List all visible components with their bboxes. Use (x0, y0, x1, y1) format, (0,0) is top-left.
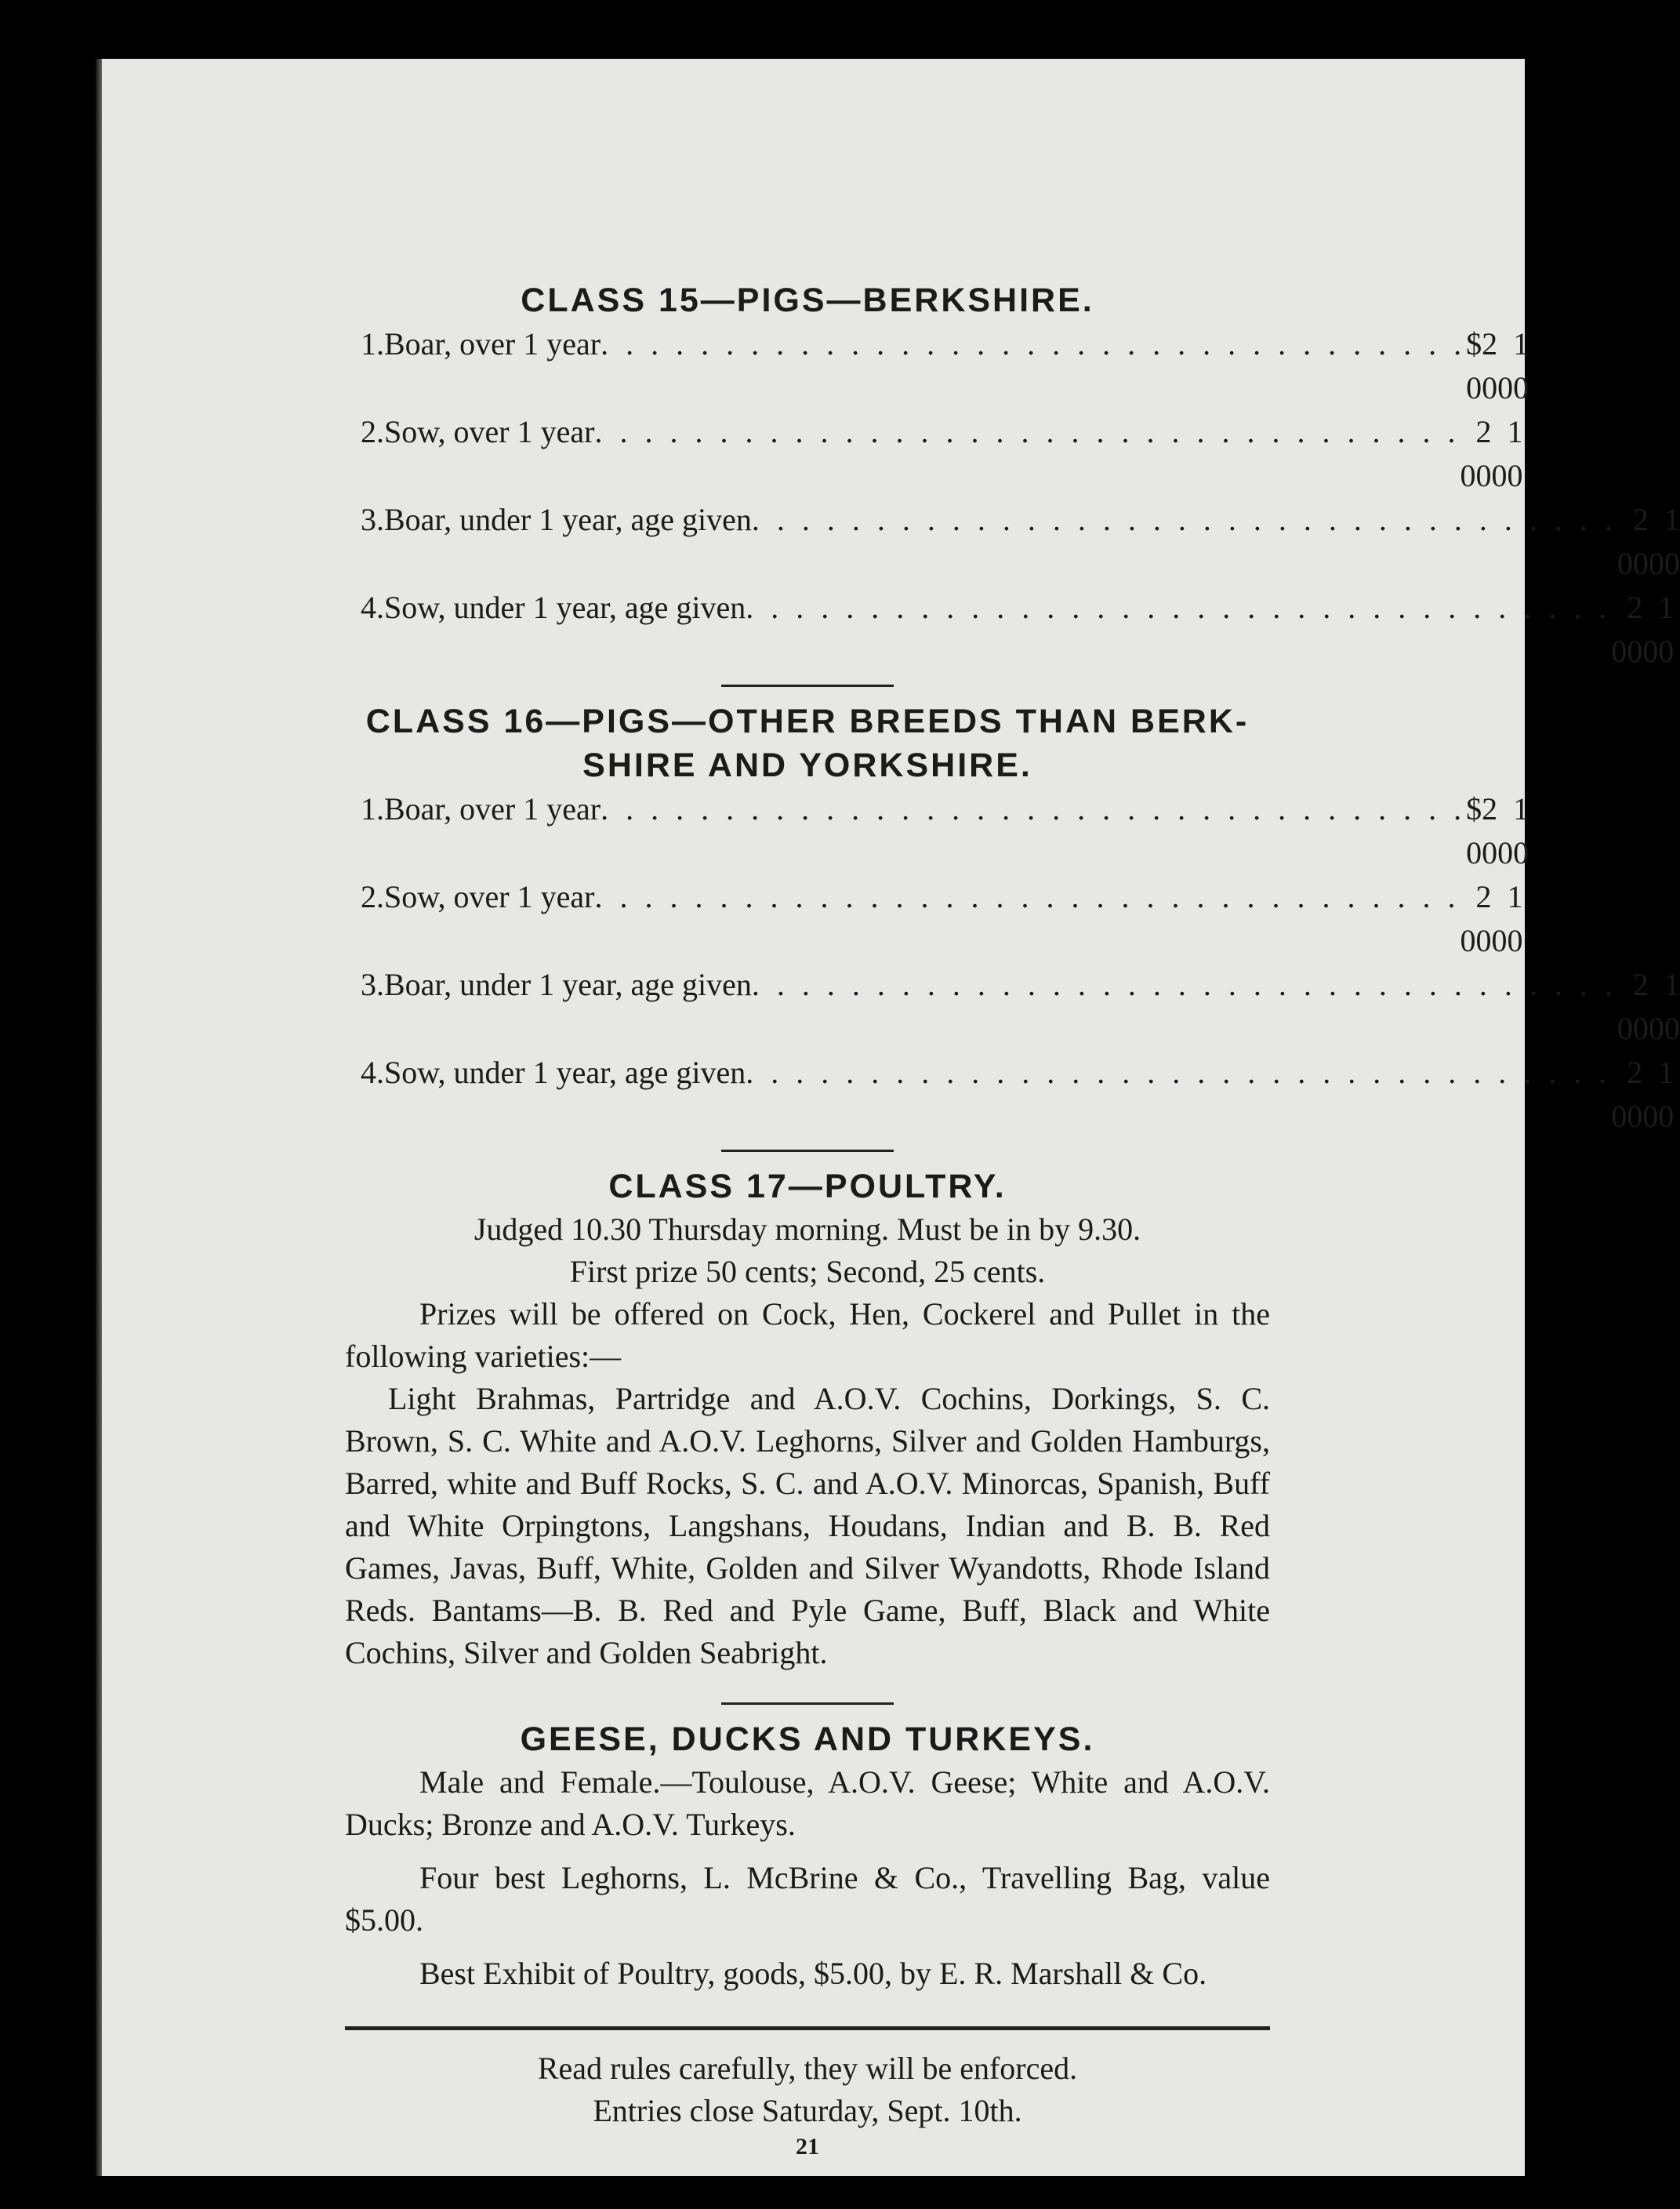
item-description: Sow, under 1 year, age given (384, 1055, 746, 1090)
item-description: Sow, under 1 year, age given (384, 590, 746, 625)
leader-dots: . . . . . . . . . . . . . . . . . . . . . . . . . . . . . . . . . . . (746, 590, 1612, 625)
first-prize: 2 00 (1611, 1055, 1643, 1134)
leader-dots: . . . . . . . . . . . . . . . . . . . . . . . . . . . . . . . . . . . (746, 1055, 1612, 1090)
second-prize: 1 00 (1491, 414, 1523, 493)
poultry-varieties: Light Brahmas, Partridge and A.O.V. Cochins, Dorkings, S. C. Brown, S. C. White and A.O.V. Leghorns, Silver and Golden Hamburgs, Barred, white and Buff Rocks, S. C. and A.O.V. Minorcas, Spanish, Buff and White Orpingtons, Langshans, Houdans, Indian and B. B. Red Games, Javas, Buff, White, Golden and Silver Wyandotts, Rhode Island Reds. Bantams—B. B. Red and Pyle Game, Buff, Black and White Cochins, Silver and Golden Seabright. (345, 1381, 1270, 1670)
prizes-offered: Prizes will be offered on Cock, Hen, Cockerel and Pullet in the following varieties:— (345, 1296, 1270, 1374)
item-number: 2. (361, 414, 384, 449)
footer (345, 2047, 1270, 2160)
item-number: 4. (361, 590, 384, 625)
leader-dots: . . . . . . . . . . . . . . . . . . . . . . . . . . . . . . . . . . . (594, 414, 1460, 449)
item-description: Sow, over 1 year (384, 414, 595, 449)
first-prize: 2 00 (1611, 590, 1643, 669)
second-prize: 1 00 (1642, 590, 1675, 669)
judging-time: Judged 10.30 Thursday morning. Must be in by 9.30. (474, 1212, 1141, 1247)
first-prize: 2 00 (1617, 502, 1649, 581)
leader-dots: . . . . . . . . . . . . . . . . . . . . . . . . . . . . . . . . . . . (751, 502, 1617, 537)
item-description: Boar, over 1 year (384, 326, 601, 362)
class-16-section (345, 699, 1680, 1139)
item-description: Boar, over 1 year (384, 791, 601, 827)
prize-amounts: First prize 50 cents; Second, 25 cents. (569, 1254, 1046, 1289)
second-prize: 1 00 (1648, 502, 1680, 581)
leader-dots: . . . . . . . . . . . . . . . . . . . . . . . . . . . . . . . . . . . (601, 791, 1467, 827)
leader-dots: . . . . . . . . . . . . . . . . . . . . . . . . . . . . . . . . . . . (751, 967, 1617, 1002)
divider (721, 685, 894, 687)
page-number: 21 (796, 2134, 819, 2160)
second-prize: 1 00 (1497, 791, 1529, 870)
rules-notice: Read rules carefully, they will be enforced. (537, 2051, 1078, 2086)
leader-dots: . . . . . . . . . . . . . . . . . . . . . . . . . . . . . . . . . . . (601, 326, 1467, 362)
prize-row (361, 586, 1675, 674)
prize-row (361, 875, 1523, 963)
second-prize: 1 00 (1491, 879, 1523, 958)
item-number: 1. (361, 326, 384, 362)
class-17-section (345, 1164, 1270, 1674)
class-16-title-line2: SHIRE AND YORKSHIRE. (582, 747, 1032, 784)
leader-dots: . . . . . . . . . . . . . . . . . . . . . . . . . . . . . . . . . . . (594, 879, 1460, 914)
prize-row (361, 498, 1680, 586)
first-prize: 2 00 (1460, 879, 1492, 958)
class-16-title-line1: CLASS 16—PIGS—OTHER BREEDS THAN BERK- (365, 703, 1250, 740)
prize-row (361, 787, 1529, 875)
footer-rule (345, 2026, 1270, 2030)
second-prize: 1 00 (1497, 326, 1529, 405)
prize-row (361, 322, 1529, 410)
first-prize: 2 00 (1460, 414, 1492, 493)
item-number: 3. (361, 967, 384, 1002)
best-exhibit-prize: Best Exhibit of Poultry, goods, $5.00, by E. R. Marshall & Co. (419, 1956, 1207, 1991)
leghorn-prize: Four best Leghorns, L. McBrine & Co., Travelling Bag, value $5.00. (345, 1860, 1270, 1938)
item-description: Boar, under 1 year, age given (384, 967, 752, 1002)
prize-row (361, 1051, 1675, 1139)
class-15-list (345, 322, 1680, 674)
geese-section (345, 1717, 1270, 1995)
second-prize: 1 00 (1642, 1055, 1675, 1134)
class-15-title: CLASS 15—PIGS—BERKSHIRE. (521, 282, 1094, 319)
entries-close: Entries close Saturday, Sept. 10th. (593, 2093, 1022, 2128)
prize-row (361, 963, 1680, 1051)
prize-row (361, 410, 1523, 498)
first-prize: 2 00 (1617, 967, 1649, 1046)
item-description: Sow, over 1 year (384, 879, 595, 914)
page-content (345, 278, 1680, 2160)
second-prize: 1 00 (1648, 967, 1680, 1046)
divider (721, 1702, 894, 1705)
class-16-list (345, 787, 1680, 1139)
item-number: 1. (361, 791, 384, 827)
item-number: 3. (361, 502, 384, 537)
geese-categories: Male and Female.—Toulouse, A.O.V. Geese; White and A.O.V. Ducks; Bronze and A.O.V. Turkeys. (345, 1764, 1270, 1842)
first-prize: $2 00 (1466, 791, 1498, 870)
class-17-title: CLASS 17—POULTRY. (608, 1168, 1007, 1205)
class-15-section (345, 278, 1680, 674)
first-prize: $2 00 (1466, 326, 1498, 405)
item-number: 2. (361, 879, 384, 914)
item-description: Boar, under 1 year, age given (384, 502, 752, 537)
geese-title: GEESE, DUCKS AND TURKEYS. (520, 1720, 1095, 1758)
divider (721, 1150, 894, 1152)
item-number: 4. (361, 1055, 384, 1090)
